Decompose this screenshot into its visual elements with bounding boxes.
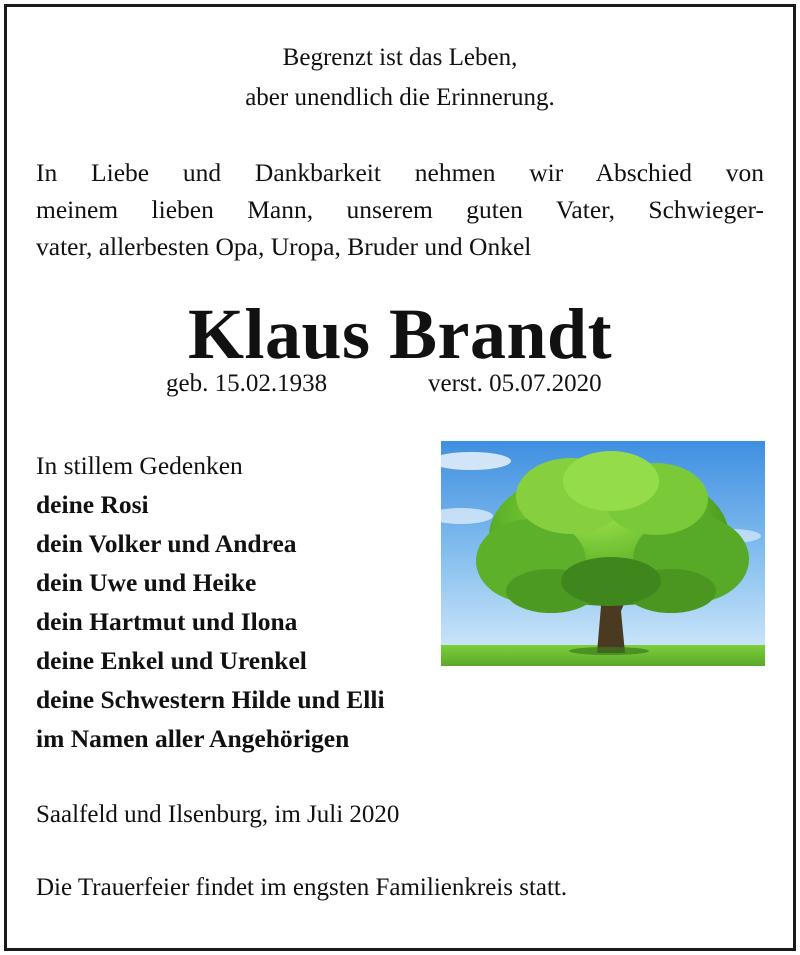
deceased-name: Klaus Brandt <box>187 294 613 374</box>
intro-text <box>36 154 764 265</box>
mourner-name: deine Schwestern Hilde und Elli <box>36 685 385 714</box>
motto-line-1: Begrenzt ist das Leben, <box>282 44 518 71</box>
mourner-name: deine Enkel und Urenkel <box>36 646 307 675</box>
death-date: verst. 05.07.2020 <box>428 370 602 397</box>
tree-photo-icon <box>441 441 765 666</box>
intro-line-3: vater, allerbesten Opa, Uropa, Bruder und Onkel <box>36 232 532 261</box>
funeral-note: Die Trauerfeier findet im engsten Familienkreis statt. <box>36 874 568 901</box>
place-and-date: Saalfeld und Ilsenburg, im Juli 2020 <box>36 801 400 828</box>
mourners-heading: In stillem Gedenken <box>36 451 243 480</box>
motto-line-2: aber unendlich die Erinnerung. <box>245 84 555 111</box>
mourner-name: dein Volker und Andrea <box>36 529 297 558</box>
birth-date: geb. 15.02.1938 <box>166 370 328 397</box>
mourner-name: im Namen aller Angehörigen <box>36 724 350 753</box>
mourner-name: deine Rosi <box>36 490 149 519</box>
mourner-name: dein Hartmut und Ilona <box>36 607 298 636</box>
mourners-list <box>36 446 385 758</box>
intro-line-2: meinem lieben Mann, unserem guten Vater, Schwieger- <box>36 195 764 224</box>
intro-line-1: In Liebe und Dankbarkeit nehmen wir Abschied von <box>36 158 764 187</box>
mourner-name: dein Uwe und Heike <box>36 568 257 597</box>
